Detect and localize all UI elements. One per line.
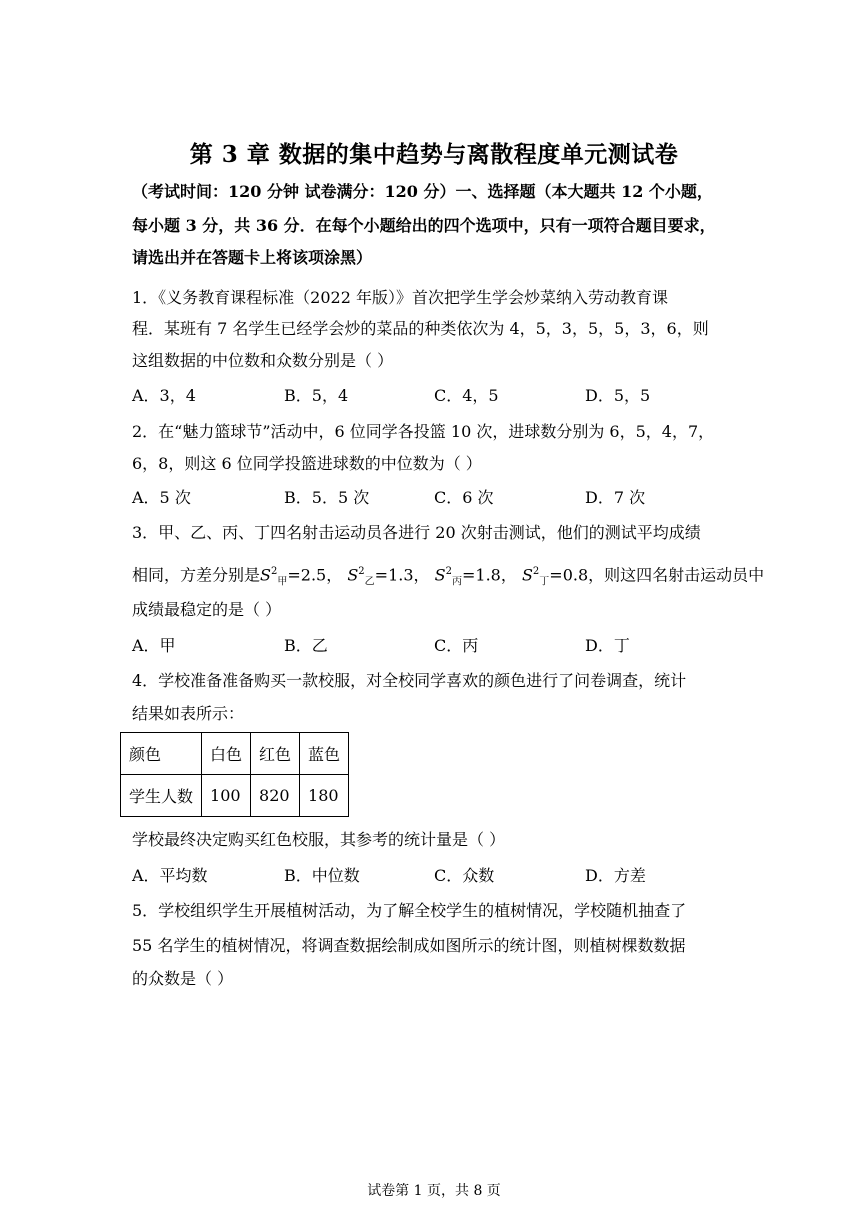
exam-info-line: （考试时间：120 分钟 试卷满分：120 分）一、选择题（本大题共 12 个小题，: [132, 182, 713, 201]
question-1-text: 程．某班有 7 名学生已经学会炒的菜品的种类依次为 4，5，3，5，5，3，6，则: [132, 319, 709, 338]
page-footer: 试卷第 1 页，共 8 页: [367, 1183, 501, 1199]
question-2-options: [132, 487, 752, 509]
option-d[interactable]: D．7 次: [585, 488, 646, 507]
option-c[interactable]: C．6 次: [434, 488, 494, 507]
option-a[interactable]: A．甲: [132, 636, 176, 655]
question-2-text: 2．在“魅力篮球节”活动中，6 位同学各投篮 10 次，进球数分别为 6，5，4，7，: [132, 422, 715, 441]
question-1-text: 1．《义务教育课程标准（2022 年版）》首次把学生学会炒菜纳入劳动教育课: [132, 288, 668, 307]
table-cell: 100: [202, 775, 251, 817]
question-4-text: 学校最终决定购买红色校服，其参考的统计量是（ ）: [132, 830, 506, 849]
table-row: [121, 733, 349, 775]
question-3-text: 成绩最稳定的是（ ）: [132, 600, 282, 619]
option-b[interactable]: B．5，4: [284, 386, 349, 405]
table-cell: 白色: [202, 733, 251, 775]
page-title: 第 3 章 数据的集中趋势与离散程度单元测试卷: [189, 141, 679, 168]
option-d[interactable]: D．丁: [585, 636, 630, 655]
question-5-text: 5．学校组织学生开展植树活动，为了解全校学生的植树情况，学校随机抽查了: [132, 901, 687, 920]
table-cell: 红色: [251, 733, 300, 775]
question-3-text: 3．甲、乙、丙、丁四名射击运动员各进行 20 次射击测试，他们的测试平均成绩: [132, 523, 701, 542]
question-4-options: [132, 865, 752, 887]
table-cell: 蓝色: [300, 733, 349, 775]
table-cell: 颜色: [121, 733, 202, 775]
table-cell: 学生人数: [121, 775, 202, 817]
color-survey-table: [120, 732, 349, 817]
question-1-text: 这组数据的中位数和众数分别是（ ）: [132, 351, 394, 370]
question-4-text: 结果如表所示：: [132, 704, 245, 723]
option-c[interactable]: C．众数: [434, 866, 495, 885]
option-c[interactable]: C．丙: [434, 636, 479, 655]
option-a[interactable]: A．5 次: [132, 488, 191, 507]
question-3-options: [132, 635, 752, 657]
option-b[interactable]: B．中位数: [284, 866, 360, 885]
table-row: [121, 775, 349, 817]
question-5-text: 的众数是（ ）: [132, 969, 234, 988]
option-a[interactable]: A．平均数: [132, 866, 208, 885]
question-5-text: 55 名学生的植树情况，将调查数据绘制成如图所示的统计图，则植树棵数数据: [132, 936, 686, 955]
section-instruction: 每小题 3 分，共 36 分．在每个小题给出的四个选项中，只有一项符合题目要求，: [132, 216, 716, 235]
option-d[interactable]: D．方差: [585, 866, 646, 885]
option-c[interactable]: C．4，5: [434, 386, 499, 405]
table-cell: 180: [300, 775, 349, 817]
question-3-text: 相同，方差分别是$S^2_甲=2.5$， $S^2_乙=1.3$， $S^2_丙=1.8$， $S^2_丁=0.8$，则这四名射击运动员中: [132, 565, 765, 588]
question-2-text: 6，8，则这 6 位同学投篮进球数的中位数为（ ）: [132, 454, 482, 473]
option-b[interactable]: B．乙: [284, 636, 328, 655]
option-b[interactable]: B．5．5 次: [284, 488, 370, 507]
option-d[interactable]: D．5，5: [585, 386, 651, 405]
section-instruction: 请选出并在答题卡上将该项涂黑）: [132, 248, 373, 267]
question-1-options: [132, 385, 752, 407]
table-cell: 820: [251, 775, 300, 817]
question-4-text: 4．学校准备准备购买一款校服，对全校同学喜欢的颜色进行了问卷调查，统计: [132, 671, 687, 690]
option-a[interactable]: A．3，4: [132, 386, 196, 405]
